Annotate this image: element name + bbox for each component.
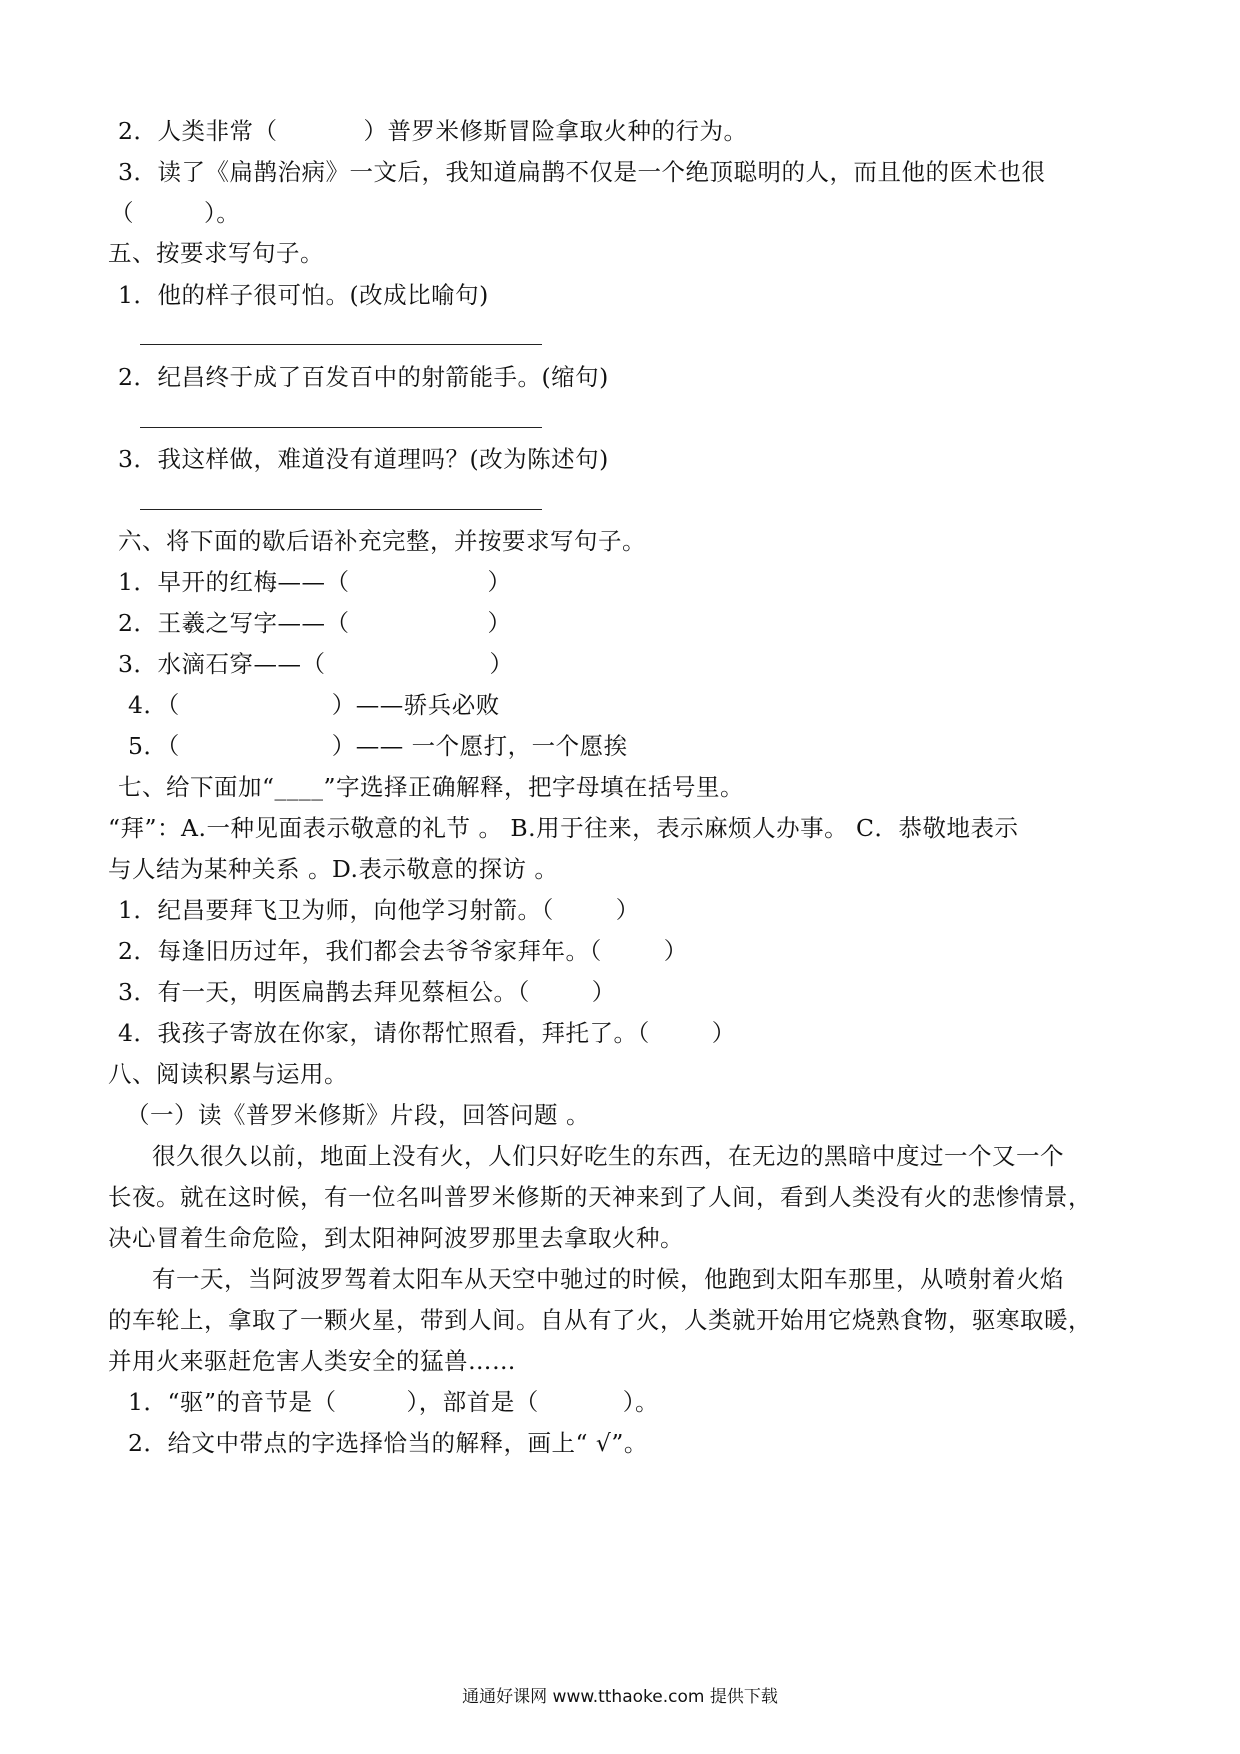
question-text: 5．（ xyxy=(128,732,180,760)
question-7-2 xyxy=(118,936,688,966)
question-7-1 xyxy=(118,895,640,925)
question-6-4 xyxy=(128,690,500,720)
question-6-3 xyxy=(118,649,513,679)
heading-text: 七、给下面加“ xyxy=(118,773,275,801)
question-text: 3．有一天，明医扁鹊去拜见蔡桓公。（ xyxy=(118,978,530,1006)
paren-close: ）。 xyxy=(204,199,241,227)
question-5-3: 3．我这样做，难道没有道理吗？(改为陈述句) xyxy=(118,445,609,473)
answer-line[interactable] xyxy=(140,344,542,345)
question-text: ），部首是（ xyxy=(406,1388,539,1416)
paren-close: ） xyxy=(663,937,688,965)
heading-text: ”字选择正确解释，把字母填在括号里。 xyxy=(323,773,745,801)
question-4-3-blank xyxy=(110,198,240,228)
passage-line: 的车轮上，拿取了一颗火星，带到人间。自从有了火，人类就开始用它烧熟食物，驱寒取暖， xyxy=(108,1306,1092,1334)
question-6-1 xyxy=(118,567,511,597)
paren-close: ） xyxy=(487,609,512,637)
definition-option-c: C．恭敬地表示 xyxy=(856,814,1019,842)
question-7-3 xyxy=(118,977,616,1007)
section-5-heading: 五、按要求写句子。 xyxy=(108,239,324,267)
underline-blank: ____ xyxy=(274,773,324,801)
page-footer: 通通好课网 www.tthaoke.com 提供下载 xyxy=(462,1687,778,1707)
definition-line-1 xyxy=(108,813,848,843)
paren-close: ） xyxy=(591,978,616,1006)
answer-line[interactable] xyxy=(140,509,542,510)
passage-line: 有一天，当阿波罗驾着太阳车从天空中驰过的时候，他跑到太阳车那里，从喷射着火焰 xyxy=(152,1265,1064,1293)
question-text: ）普罗米修斯冒险拿取火种的行为。 xyxy=(363,117,748,145)
passage-line: 长夜。就在这时候，有一位名叫普罗米修斯的天神来到了人间，看到人类没有火的悲惨情景， xyxy=(108,1183,1092,1211)
paren-close: ） xyxy=(615,896,640,924)
passage-line: 决心冒着生命危险，到太阳神阿波罗那里去拿取火种。 xyxy=(108,1224,684,1252)
question-text: 1．纪昌要拜飞卫为师，向他学习射箭。（ xyxy=(118,896,554,924)
definition-text: “拜”：A.一种见面表示敬意的礼节 。 B.用于往来，表示麻烦人办事。 xyxy=(108,814,849,842)
passage-line: 并用火来驱赶危害人类安全的猛兽…… xyxy=(108,1347,516,1375)
paren-close: ）。 xyxy=(622,1388,659,1416)
question-4-2 xyxy=(118,116,747,146)
question-8-1 xyxy=(128,1387,659,1417)
passage-line: 很久很久以前，地面上没有火，人们只好吃生的东西，在无边的黑暗中度过一个又一个 xyxy=(152,1142,1064,1170)
question-7-4 xyxy=(118,1018,736,1048)
question-text: ）—— 一个愿打，一个愿挨 xyxy=(331,732,628,760)
question-5-2: 2．纪昌终于成了百发百中的射箭能手。(缩句) xyxy=(118,363,609,391)
question-text: 2．人类非常（ xyxy=(118,117,278,145)
paren-close: ） xyxy=(711,1019,736,1047)
question-text: 4．（ xyxy=(128,691,180,719)
question-text: 1．早开的红梅——（ xyxy=(118,568,350,596)
section-8-heading: 八、阅读积累与运用。 xyxy=(108,1060,348,1088)
question-8-2: 2．给文中带点的字选择恰当的解释，画上“ √”。 xyxy=(128,1429,648,1457)
question-text: ）——骄兵必败 xyxy=(331,691,500,719)
answer-line[interactable] xyxy=(140,427,542,428)
section-7-heading xyxy=(118,772,744,802)
paren-open: （ xyxy=(110,199,134,227)
paren-close: ） xyxy=(487,568,512,596)
question-text: 3．水滴石穿——（ xyxy=(118,650,326,678)
question-text: 1．“驱”的音节是（ xyxy=(128,1388,337,1416)
question-6-5 xyxy=(128,731,628,761)
paren-close: ） xyxy=(489,650,514,678)
section-6-heading: 六、将下面的歇后语补充完整，并按要求写句子。 xyxy=(118,527,646,555)
question-6-2 xyxy=(118,608,511,638)
question-text: 2．每逢旧历过年，我们都会去爷爷家拜年。（ xyxy=(118,937,602,965)
definition-line-2: 与人结为某种关系 。D.表示敬意的探访 。 xyxy=(108,855,559,883)
reading-subheading: （一）读《普罗米修斯》片段，回答问题 。 xyxy=(126,1101,590,1129)
question-5-1: 1．他的样子很可怕。(改成比喻句) xyxy=(118,281,489,309)
question-4-3: 3．读了《扁鹊治病》一文后，我知道扁鹊不仅是一个绝顶聪明的人，而且他的医术也很 xyxy=(118,158,1046,186)
question-text: 4．我孩子寄放在你家，请你帮忙照看，拜托了。（ xyxy=(118,1019,650,1047)
question-text: 2．王羲之写字——（ xyxy=(118,609,350,637)
